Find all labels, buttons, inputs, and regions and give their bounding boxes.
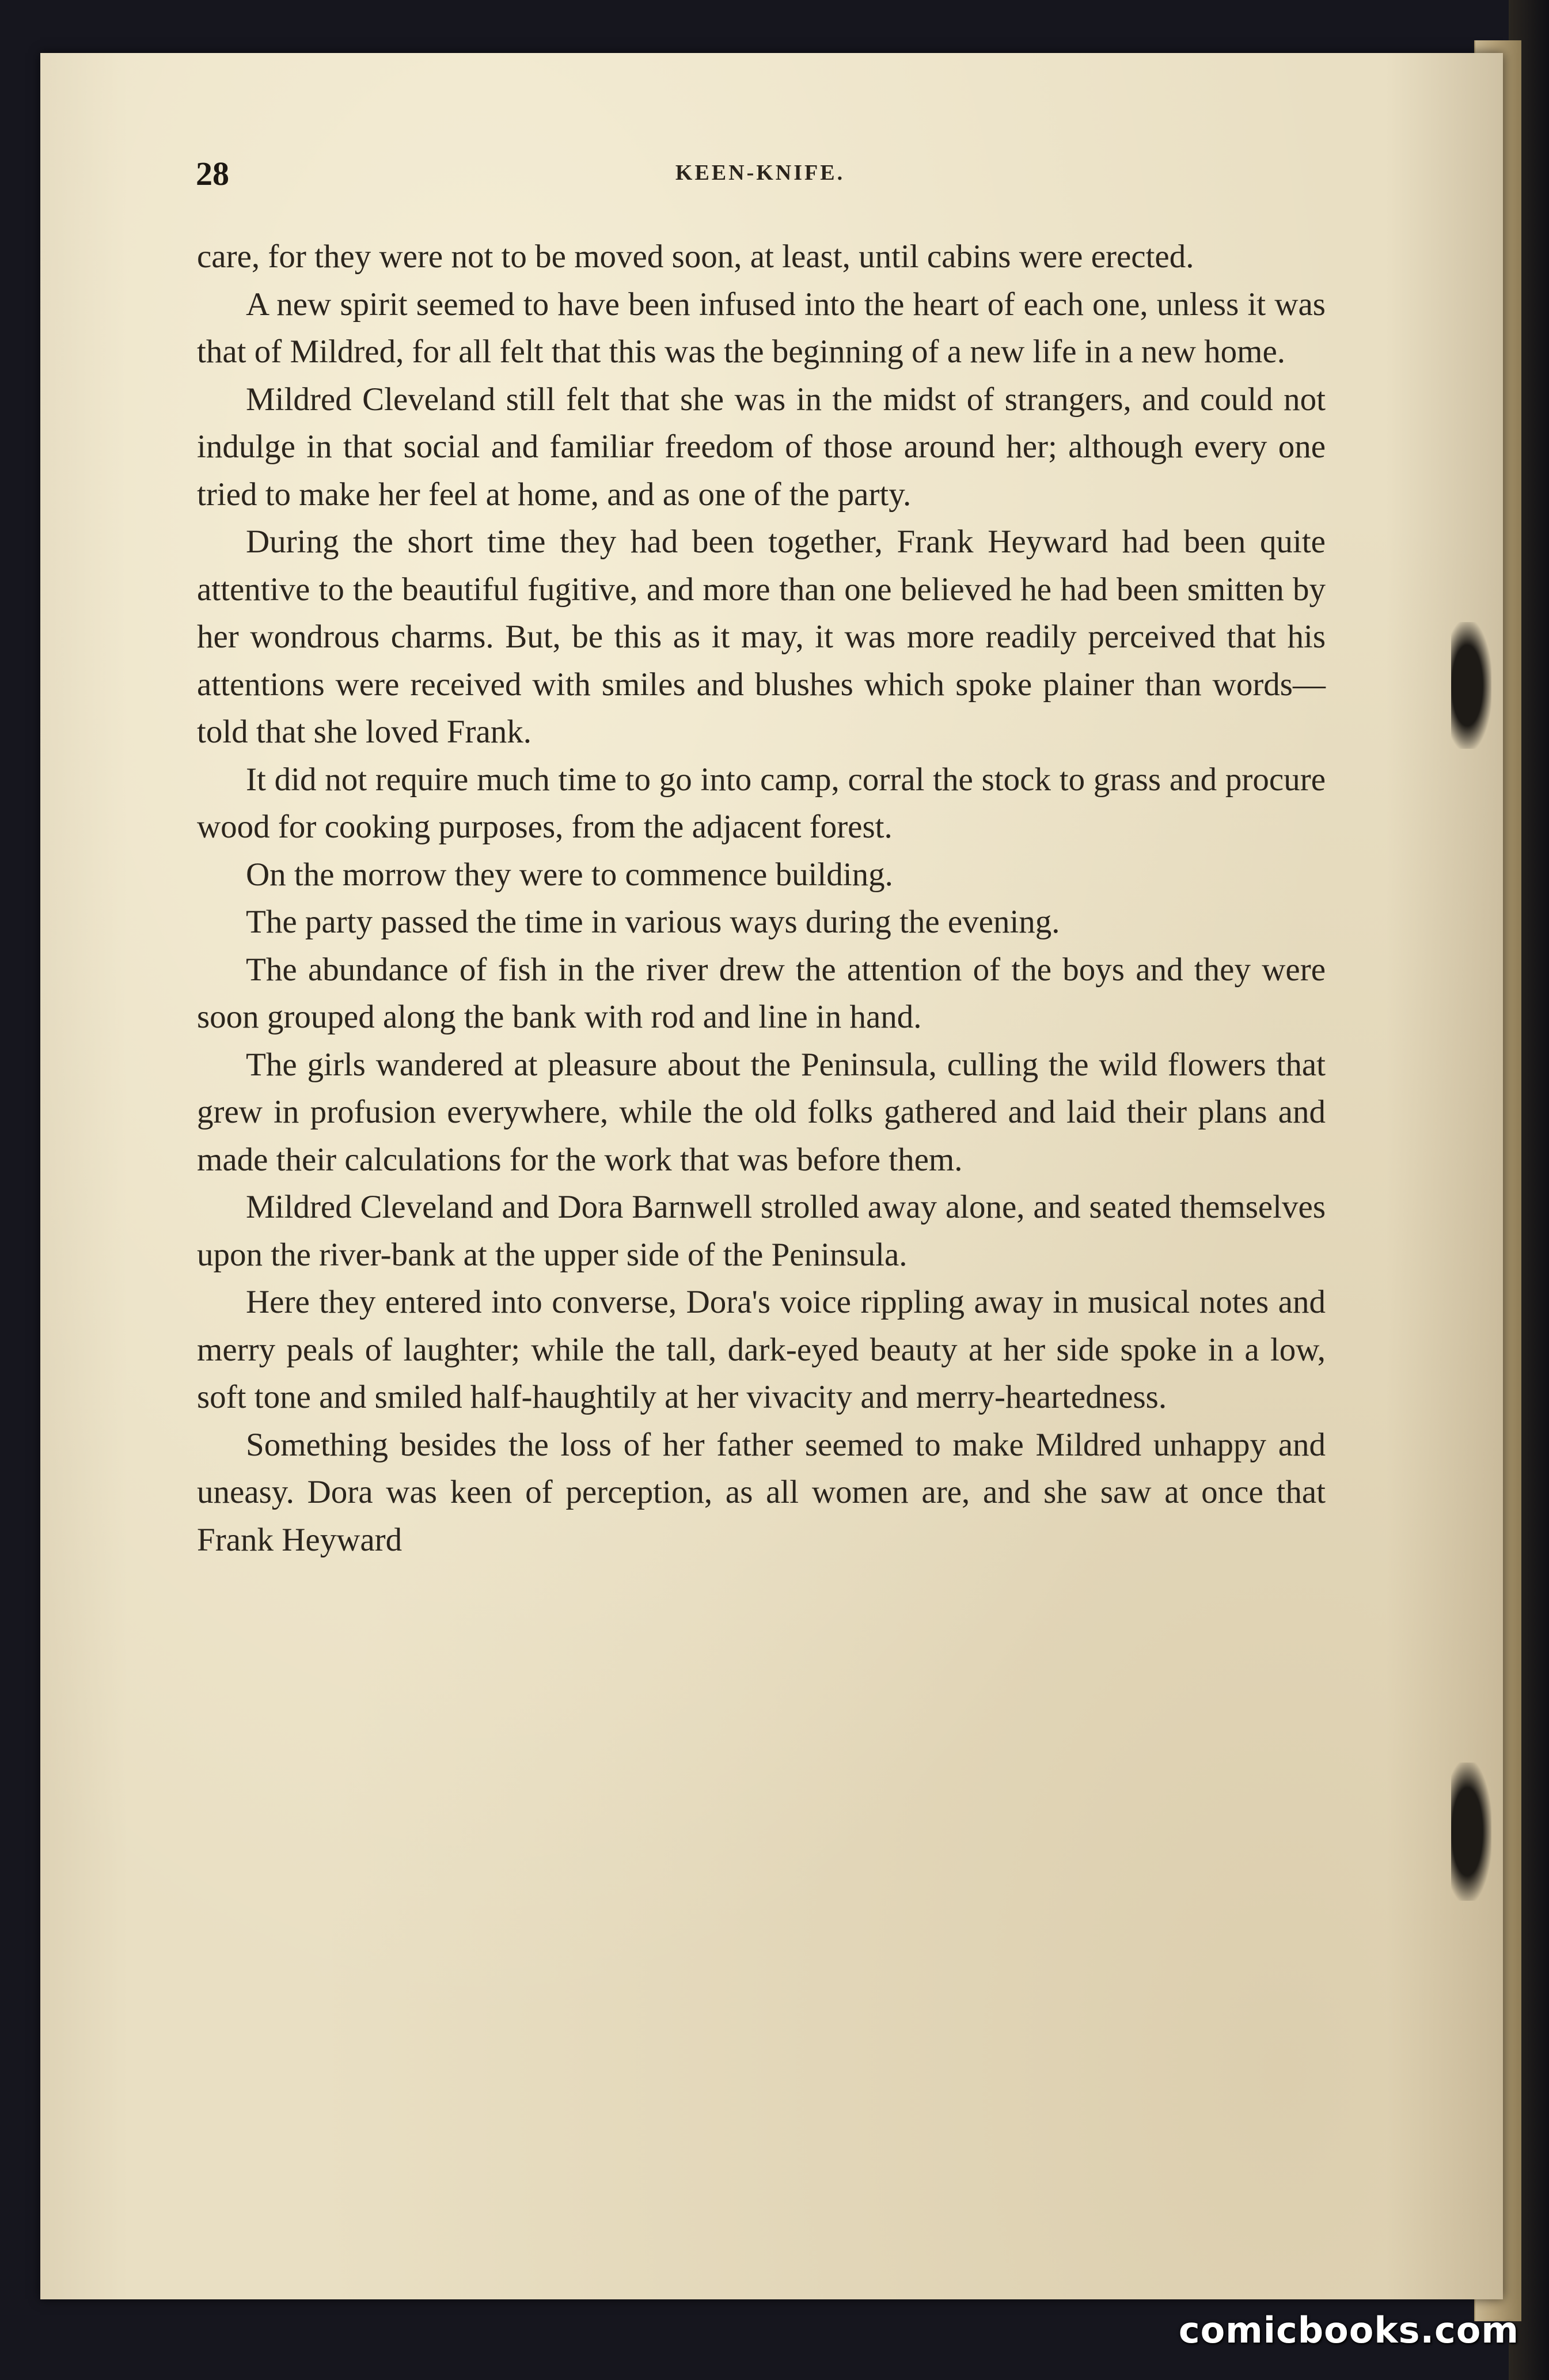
- paragraph: On the morrow they were to commence building.: [246, 856, 893, 893]
- paragraph: The girls wandered at pleasure about the Peninsula, culling the wild flowers that grew in profusion everywhere, while the old folks gathered and laid their plans and made their calculations for the work that was before them.: [197, 1046, 1326, 1178]
- paragraph: Mildred Cleveland and Dora Barnwell strolled away alone, and seated themselves upon the river-bank at the upper side of the Peninsula.: [197, 1189, 1326, 1273]
- paragraph: Mildred Cleveland still felt that she was in the midst of strangers, and could not indulge in that social and familiar freedom of those around her; although every one tried to make her feel at home, and as one of the party.: [197, 381, 1326, 513]
- paragraph: The party passed the time in various ways during the evening.: [246, 904, 1060, 940]
- paragraph: The abundance of fish in the river drew the attention of the boys and they were soon grouped along the bank with rod and line in hand.: [197, 951, 1326, 1035]
- paragraph: During the short time they had been together, Frank Heyward had been quite attentive to the beautiful fugitive, and more than one believed he had been smitten by her wondrous charms. But, be this as it may, it was more readily perceived that his attentions were received with smiles and blushes which spoke plainer than words—told that she loved Frank.: [197, 524, 1326, 750]
- page-edge-damage-top: [1451, 622, 1491, 749]
- paragraph: Something besides the loss of her father seemed to make Mildred unhappy and uneasy. Dora was keen of perception, as all women are, and she saw at once that Frank Heyward: [197, 1426, 1326, 1558]
- watermark: comicbooks.com: [1178, 2309, 1519, 2351]
- paragraph: Here they entered into converse, Dora's voice rippling away in musical notes and merry peals of laughter; while the tall, dark-eyed beauty at her side spoke in a low, soft tone and smiled half-haughtily at her vivacity and merry-heartedness.: [197, 1284, 1326, 1415]
- body-text: [197, 233, 1326, 1564]
- paragraph: It did not require much time to go into camp, corral the stock to grass and procure wood for cooking purposes, from the adjacent forest.: [197, 761, 1326, 845]
- running-head: [196, 154, 1324, 195]
- page-edge-damage-bottom: [1451, 1763, 1491, 1901]
- paragraph: A new spirit seemed to have been infused into the heart of each one, unless it was that of Mildred, for all felt that this was the beginning of a new life in a new home.: [197, 286, 1326, 370]
- page-number: 28: [196, 155, 229, 192]
- paragraph: care, for they were not to be moved soon, at least, until cabins were erected.: [197, 238, 1194, 275]
- running-title: KEEN-KNIFE.: [675, 161, 845, 185]
